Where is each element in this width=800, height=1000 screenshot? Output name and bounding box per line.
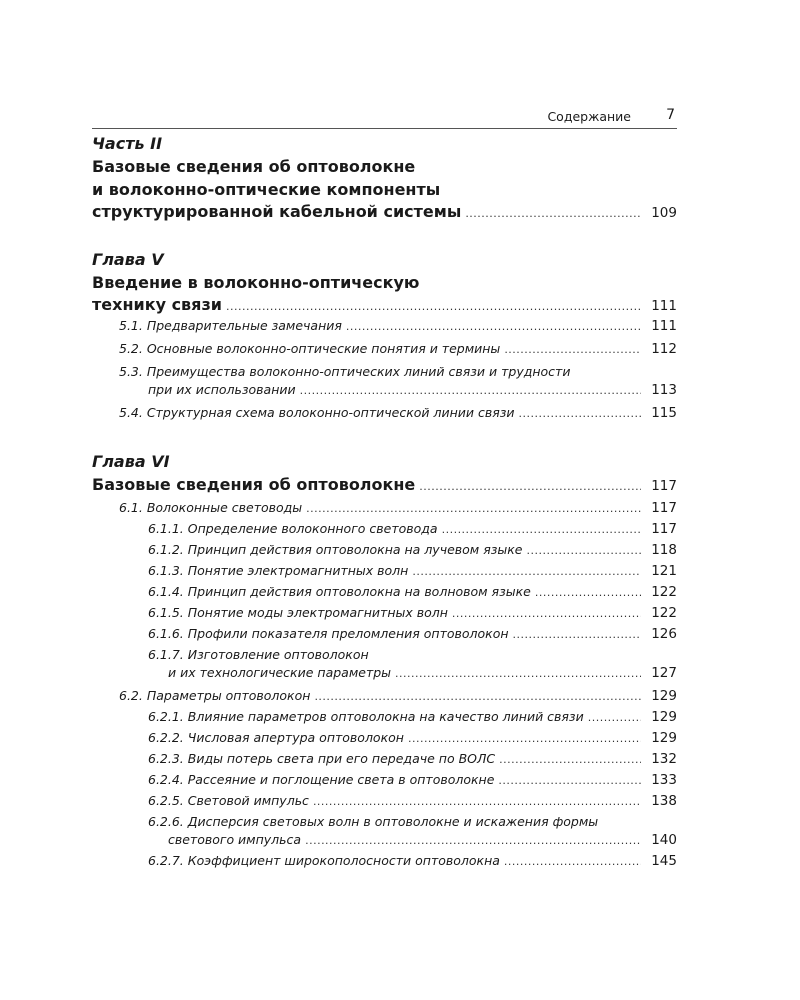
- dot-leader: [504, 343, 641, 356]
- section-title: 5.2. Основные волоконно-оптические понятия и термины: [119, 341, 501, 356]
- page-ref: 126: [651, 626, 677, 642]
- running-head-title: Содержание: [547, 109, 631, 124]
- toc-entry-6-2-2[interactable]: [148, 730, 677, 746]
- page-ref: 111: [651, 318, 677, 334]
- toc-entry-chapter-6[interactable]: [92, 475, 677, 494]
- page-ref: 140: [651, 832, 677, 848]
- toc-entry-6-1-5[interactable]: [148, 605, 677, 621]
- part-label: Часть II: [92, 134, 163, 153]
- toc-entry-5-3[interactable]: [148, 382, 677, 398]
- dot-leader: [314, 690, 641, 703]
- dot-leader: [519, 407, 641, 420]
- dot-leader: [408, 732, 641, 745]
- dot-leader: [395, 667, 641, 680]
- subsection-title: 6.1.3. Понятие электромагнитных волн: [148, 563, 409, 578]
- page-ref: 133: [651, 772, 677, 788]
- dot-leader: [313, 795, 641, 808]
- page-ref: 122: [651, 605, 677, 621]
- section-title: 6.2. Параметры оптоволокон: [119, 688, 311, 703]
- subsection-title: 6.2.5. Световой импульс: [148, 793, 309, 808]
- section-title: 5.1. Предварительные замечания: [119, 318, 342, 333]
- page-ref: 129: [651, 730, 677, 746]
- page-ref: 145: [651, 853, 677, 869]
- subsection-title: 6.1.5. Понятие моды электромагнитных волн: [148, 605, 448, 620]
- page-ref: 117: [651, 521, 677, 537]
- chapter-title-line-1: Введение в волоконно-оптическую: [92, 273, 420, 292]
- subsection-title: 6.2.1. Влияние параметров оптоволокна на качество линий связи: [148, 709, 584, 724]
- toc-entry-6-2-5[interactable]: [148, 793, 677, 809]
- toc-entry-6-1-3[interactable]: [148, 563, 677, 579]
- dot-leader: [452, 607, 641, 620]
- page-ref: 129: [651, 709, 677, 725]
- toc-entry-6-1-2[interactable]: [148, 542, 677, 558]
- subsection-title-line-1: 6.1.7. Изготовление оптоволокон: [148, 647, 369, 662]
- toc-entry-6-2-3[interactable]: [148, 751, 677, 767]
- dot-leader: [499, 753, 641, 766]
- section-title: 6.1. Волоконные световоды: [119, 500, 303, 515]
- dot-leader: [535, 586, 641, 599]
- toc-entry-6-2-4[interactable]: [148, 772, 677, 788]
- page-ref: 111: [651, 298, 677, 314]
- toc-entry-5-2[interactable]: [119, 341, 677, 357]
- toc-entry-6-1-1[interactable]: [148, 521, 677, 537]
- page-ref: 117: [651, 500, 677, 516]
- section-title: при их использовании: [148, 382, 296, 397]
- subsection-title: 6.1.6. Профили показателя преломления оптоволокон: [148, 626, 509, 641]
- subsection-title: 6.2.4. Рассеяние и поглощение света в оптоволокне: [148, 772, 495, 787]
- toc-entry-6-2-7[interactable]: [148, 853, 677, 869]
- page-ref: 113: [651, 382, 677, 398]
- page-ref: 112: [651, 341, 677, 357]
- chapter-title-line-2: технику связи: [92, 295, 222, 314]
- chapter-label: Глава V: [92, 250, 164, 269]
- dot-leader: [305, 834, 641, 847]
- page-ref: 129: [651, 688, 677, 704]
- dot-leader: [412, 565, 641, 578]
- page-ref: 127: [651, 665, 677, 681]
- dot-leader: [442, 523, 641, 536]
- toc-entry-5-4[interactable]: [119, 405, 677, 421]
- toc-entry-6-1-4[interactable]: [148, 584, 677, 600]
- dot-leader: [300, 384, 641, 397]
- part-title-line-1: Базовые сведения об оптоволокне: [92, 157, 416, 176]
- page-ref: 132: [651, 751, 677, 767]
- dot-leader: [465, 207, 641, 220]
- dot-leader: [513, 628, 641, 641]
- toc-entry-part[interactable]: [92, 202, 677, 221]
- subsection-title: 6.2.2. Числовая апертура оптоволокон: [148, 730, 404, 745]
- toc-entry-6-2[interactable]: [119, 688, 677, 704]
- page-ref: 117: [651, 478, 677, 494]
- dot-leader: [306, 502, 641, 515]
- dot-leader: [419, 480, 641, 493]
- page-ref: 122: [651, 584, 677, 600]
- page-ref: 138: [651, 793, 677, 809]
- part-title-line-3: структурированной кабельной системы: [92, 202, 462, 221]
- subsection-title: 6.1.2. Принцип действия оптоволокна на лучевом языке: [148, 542, 523, 557]
- subsection-title: и их технологические параметры: [168, 665, 392, 680]
- section-title: 5.4. Структурная схема волоконно-оптической линии связи: [119, 405, 515, 420]
- page-number: 7: [666, 107, 675, 123]
- subsection-title: 6.1.4. Принцип действия оптоволокна на волновом языке: [148, 584, 531, 599]
- toc-entry-5-1[interactable]: [119, 318, 677, 334]
- dot-leader: [526, 544, 641, 557]
- page-ref: 115: [651, 405, 677, 421]
- chapter-title: Базовые сведения об оптоволокне: [92, 475, 416, 494]
- subsection-title: 6.2.7. Коэффициент широкополосности оптоволокна: [148, 853, 500, 868]
- toc-entry-6-1[interactable]: [119, 500, 677, 516]
- running-head: [92, 106, 677, 129]
- dot-leader: [504, 855, 641, 868]
- subsection-title: светового импульса: [168, 832, 302, 847]
- toc-entry-6-1-7[interactable]: [168, 665, 677, 681]
- part-title-line-2: и волоконно-оптические компоненты: [92, 180, 441, 199]
- section-title-line-1: 5.3. Преимущества волоконно-оптических линий связи и трудности: [119, 364, 571, 379]
- dot-leader: [226, 300, 641, 313]
- chapter-label: Глава VI: [92, 452, 170, 471]
- dot-leader: [346, 320, 641, 333]
- page-ref: 109: [651, 205, 677, 221]
- toc-entry-6-2-6[interactable]: [168, 832, 677, 848]
- page-ref: 118: [651, 542, 677, 558]
- toc-entry-6-1-6[interactable]: [148, 626, 677, 642]
- toc-entry-6-2-1[interactable]: [148, 709, 677, 725]
- dot-leader: [498, 774, 641, 787]
- subsection-title: 6.2.3. Виды потерь света при его передаче по ВОЛС: [148, 751, 496, 766]
- dot-leader: [588, 711, 641, 724]
- toc-entry-chapter-5[interactable]: [92, 295, 677, 314]
- subsection-title: 6.1.1. Определение волоконного световода: [148, 521, 438, 536]
- page-ref: 121: [651, 563, 677, 579]
- subsection-title-line-1: 6.2.6. Дисперсия световых волн в оптоволокне и искажения формы: [148, 814, 599, 829]
